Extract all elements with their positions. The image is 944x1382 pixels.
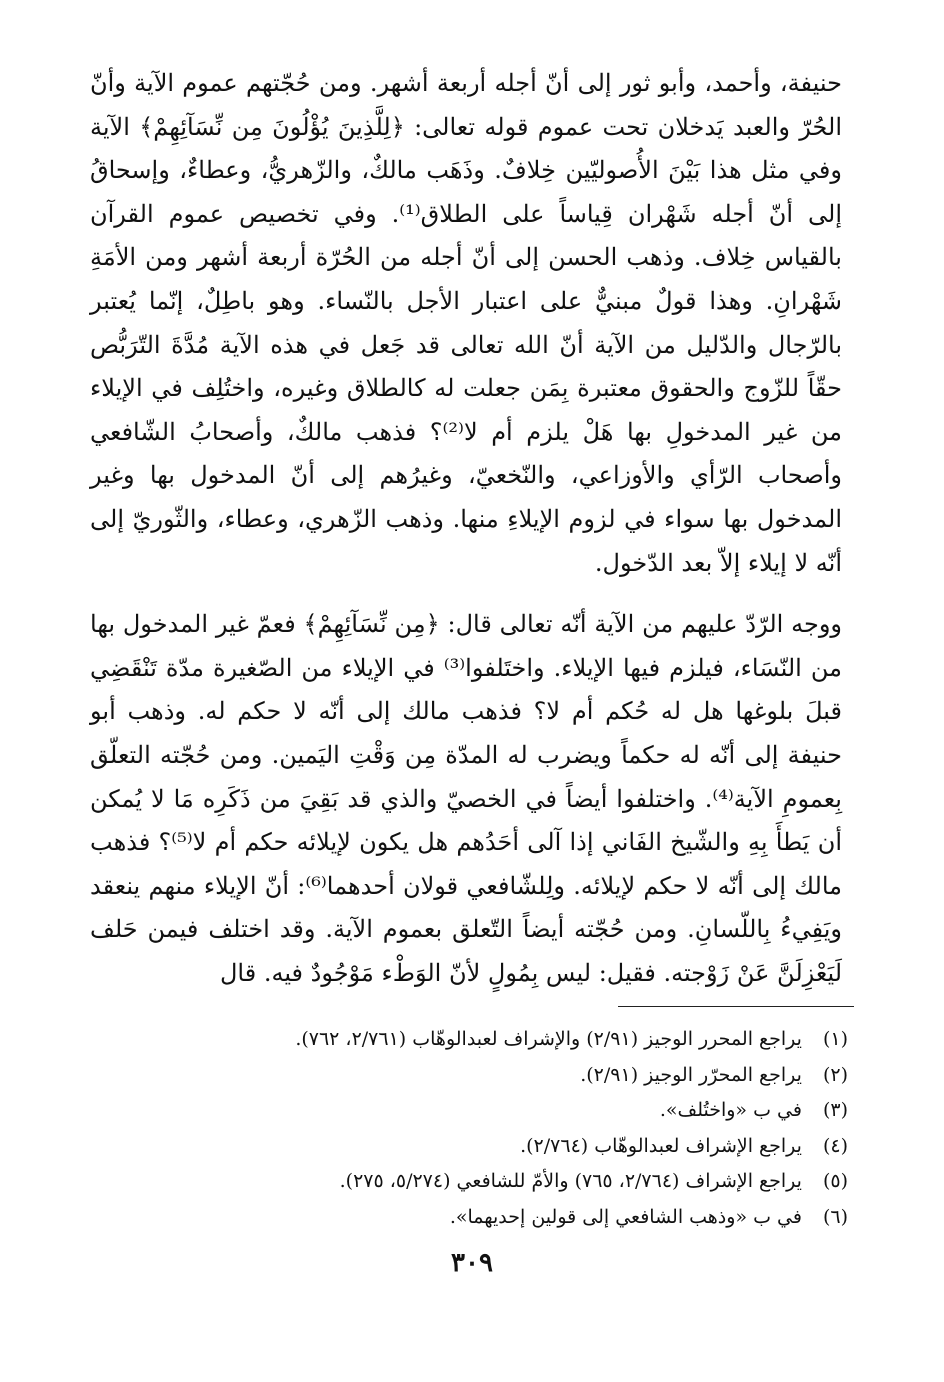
footnote-item	[90, 1093, 848, 1129]
page-number: ٣٠٩	[451, 1248, 493, 1278]
footnote-number: (٥)	[822, 1170, 848, 1192]
footnote-text: يراجع الإشراف (٢/٧٦٤، ٧٦٥) والأمّ للشافعي (٥/٢٧٤، ٢٧٥).	[339, 1170, 802, 1192]
footnote-number: (٣)	[822, 1099, 848, 1121]
page-body	[90, 62, 842, 995]
body-paragraph-1: حنيفة، وأحمد، وأبو ثور إلى أنّ أجله أربعة أشهر. ومن حُجّتهم عموم الآية وأنّ الحُرّ والعبد يَدخلان تحت عموم قوله تعالى: ﴿لِلَّذِينَ يُؤْلُونَ مِن نِّسَآئِهِمْ﴾ الآية وفي مثل هذا بَيْنَ الأُصوليّين خِلافٌ. وذَهَب مالكٌ، والزّهريُّ، وعطاءٌ، وإسحاقُ إلى أنّ أجله شَهْران قِياساً على الطلاق⁽¹⁾. وفي تخصيص عموم القرآن بالقياس خِلاف. وذهب الحسن إلى أنّ أجله من الحُرّة أربعة أشهر ومن الأمَةِ شَهْرانِ. وهذا قولٌ مبنيٌّ على اعتبار الأجل بالنّساء. وهو باطِلٌ، إنّما يُعتبر بالرّجال والدّليل من الآية أنّ الله تعالى قد جَعل في هذه الآية مُدَّةَ التّرَبُّص حقّاً للزّوج والحقوق معتبرة بِمَن جعلت له كالطلاق وغيره، واختُلِف في الإيلاء من غير المدخولِ بها هَلْ يلزم أم لا⁽²⁾؟ فذهب مالكٌ، وأصحابُ الشّافعي وأصحاب الرّأي والأوزاعي، والنّخعيّ، وغيرُهم إلى أنّ المدخول بها وغير المدخول بها سواء في لزوم الإيلاءِ منها. وذهب الزّهري، وعطاء، والثّوريّ إلى أنّه لا إيلاء إلاّ بعد الدّخول.	[90, 69, 843, 577]
footnote-item	[90, 1022, 848, 1058]
footnote-text: يراجع الإشراف لعبدالوهّاب (٢/٧٦٤).	[520, 1134, 802, 1157]
footnote-text: يراجع المحرر الوجيز (٢/٩١) والإشراف لعبدالوهّاب (٢/٧٦١، ٧٦٢).	[295, 1028, 802, 1050]
footnote-item	[90, 1164, 848, 1200]
footnote-item	[90, 1129, 848, 1165]
footnote-number: (٢)	[822, 1063, 848, 1086]
footnote-text: يراجع المحرّر الوجيز (٢/٩١).	[580, 1063, 802, 1086]
footnote-text: في ب «واختُلف».	[659, 1099, 802, 1121]
footnote-item	[90, 1058, 848, 1094]
footnote-number: (١)	[822, 1028, 848, 1050]
body-paragraph-2: ووجه الرّدّ عليهم من الآية أنّه تعالى قال: ﴿مِن نِّسَآئِهِمْ﴾ فعمّ غير المدخول بها من النّسَاء، فيلزم فيها الإيلاء. واختَلفوا⁽³⁾ في الإيلاء من الصّغيرة مدّة تَنْقَضِي قبلَ بلوغها هل له حُكم أم لا؟ فذهب مالك إلى أنّه لا حكم له. وذهب أبو حنيفة إلى أنّه له حكماً ويضرب له المدّة مِن وَقْتِ اليَمين. ومن حُجّته التعلّق بِعمومِ الآية⁽⁴⁾. واختلفوا أيضاً في الخصيّ والذي قد بَقِيَ من ذَكَرِه مَا لا يُمكن أن يَطأَ بِهِ والشّيخ الفَاني إذا آلى أحَدُهم هل يكون لإيلائه حكم أم لا⁽⁵⁾؟ فذهب مالك إلى أنّه لا حكم لإيلائه. ولِلشّافعي قولان أحدهما⁽⁶⁾: أنّ الإيلاء منهم ينعقد ويَفِيءُ بِاللّسانِ. ومن حُجّته أيضاً التّعلق بعموم الآية. وقد اختلف فيمن حَلف لَيَعْزِلَنَّ عَنْ زَوْجته. فقيل: ليس بِمُولٍ لأنّ الوَطْء مَوْجُودٌ فيه. قال	[90, 610, 843, 987]
footnote-text: في ب «وذهب الشافعي إلى قولين إحديهما».	[449, 1205, 802, 1228]
footnote-number: (٤)	[822, 1134, 848, 1157]
footnote-divider	[618, 1006, 854, 1007]
footnote-item	[90, 1200, 848, 1236]
footnotes-list	[90, 1022, 848, 1235]
footnote-number: (٦)	[822, 1205, 848, 1228]
